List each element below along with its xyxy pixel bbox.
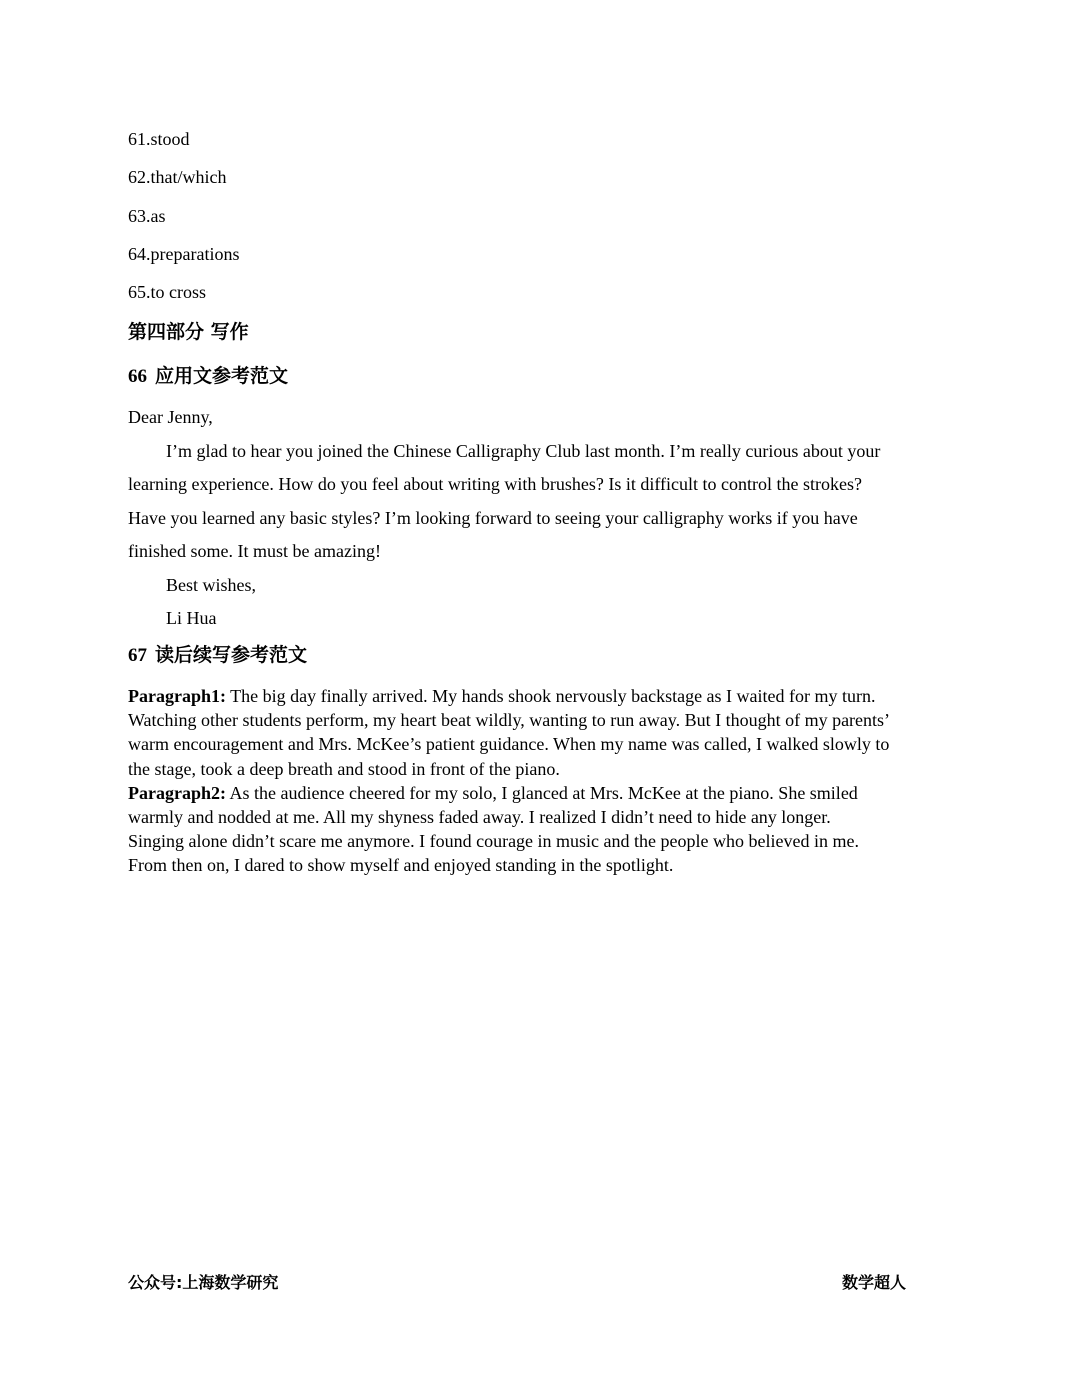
letter-body [128,401,958,636]
continuation-text [128,684,963,878]
letter-line: finished some. It must be amazing! [128,541,381,561]
paragraph-2-line: From then on, I dared to show myself and enjoyed standing in the spotlight. [128,855,674,876]
paragraph-1-label: Paragraph1: [128,686,226,706]
footer-left-text: 公众号:上海数学研究 [128,1273,279,1292]
paragraph-2-text: As the audience cheered for my solo, I glanced at Mrs. McKee at the piano. She smiled [226,782,858,803]
question-66-number: 66 [128,366,147,387]
question-66-heading [128,364,288,389]
answer-65: 65.to cross [128,282,206,302]
footer-right-text: 数学超人 [842,1273,907,1292]
paragraph-1-text: The big day finally arrived. My hands shook nervously backstage as I waited for my turn. [226,686,876,706]
paragraph-1-line: Watching other students perform, my heart beat wildly, wanting to run away. But I thought of my parents’ [128,710,891,731]
question-67-heading [128,643,307,668]
section-heading: 第四部分 写作 [128,321,249,343]
paragraph-2-line [128,781,963,805]
letter-signature: Li Hua [166,608,217,628]
paragraph-1-line [128,684,963,708]
paragraph-2-line: warmly and nodded at me. All my shyness faded away. I realized I didn’t need to hide any longer. [128,807,831,828]
letter-line: learning experience. How do you feel about writing with brushes? Is it difficult to control the strokes? [128,474,862,494]
paragraph-2-line: Singing alone didn’t scare me anymore. I found courage in music and the people who believed in me. [128,831,859,852]
letter-line: I’m glad to hear you joined the Chinese Calligraphy Club last month. I’m really curious about your [166,440,881,461]
question-67-label: 读后续写参考范文 [155,644,308,666]
paragraph-1-line: warm encouragement and Mrs. McKee’s patient guidance. When my name was called, I walked slowly to [128,734,890,755]
paragraph-1-line: the stage, took a deep breath and stood in front of the piano. [128,758,560,779]
letter-salutation: Dear Jenny, [128,407,213,427]
answer-61: 61.stood [128,129,190,149]
paragraph-2-label: Paragraph2: [128,782,226,803]
answer-64: 64.preparations [128,244,240,264]
answer-63: 63.as [128,206,166,226]
letter-closing: Best wishes, [166,574,256,595]
answer-62: 62.that/which [128,167,227,187]
question-67-number: 67 [128,645,147,666]
letter-line: Have you learned any basic styles? I’m looking forward to seeing your calligraphy works if you have [128,507,858,528]
question-66-label: 应用文参考范文 [155,365,289,387]
